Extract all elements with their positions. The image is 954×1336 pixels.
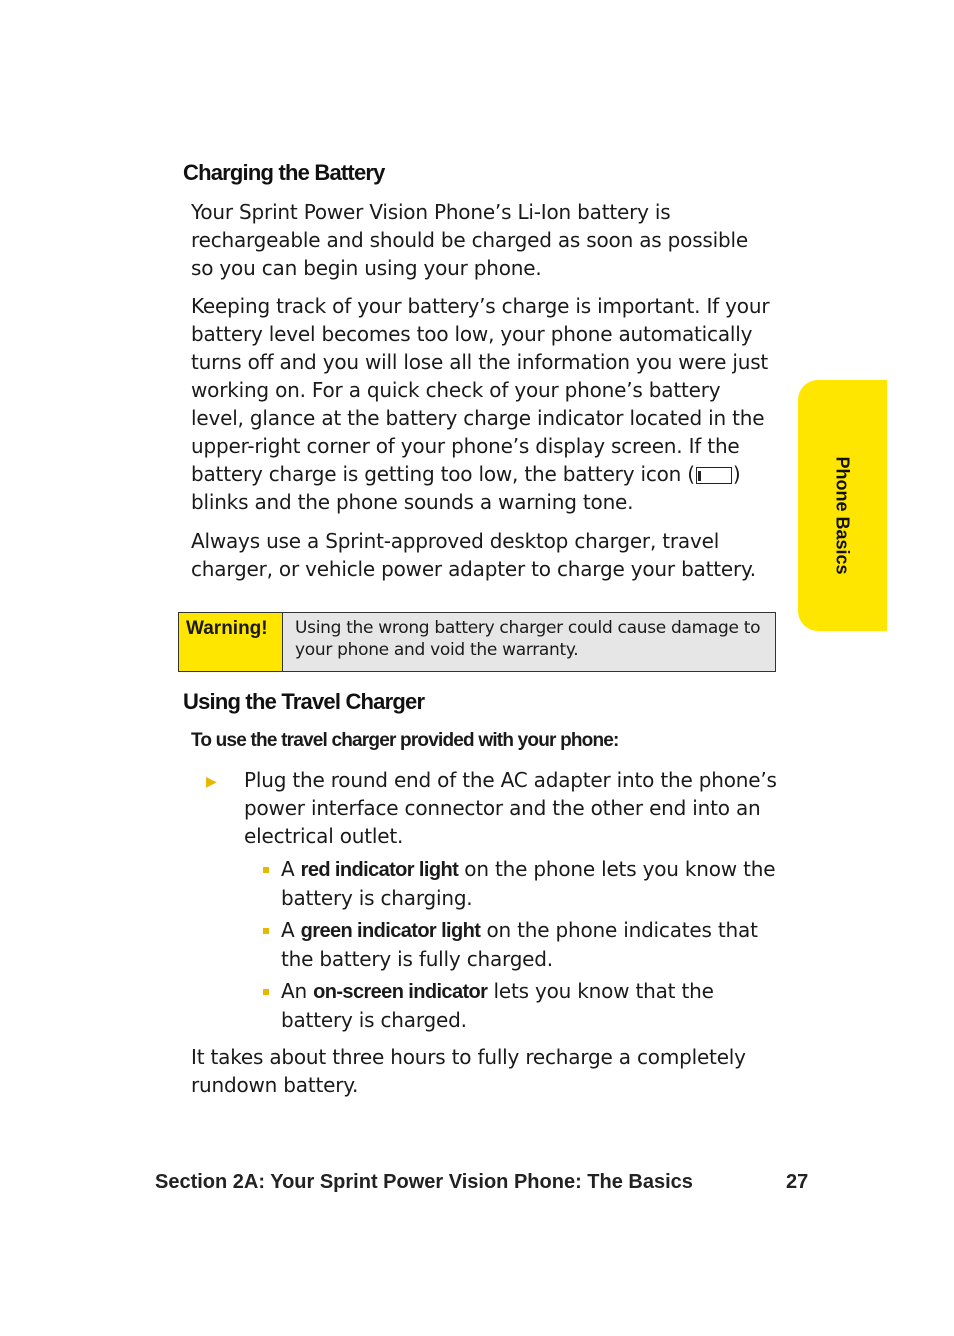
bullet-green-light	[281, 916, 786, 973]
heading-charging-battery: Charging the Battery	[183, 160, 385, 185]
procedure-subheading: To use the travel charger provided with your phone:	[191, 730, 619, 751]
square-bullet-icon	[263, 928, 269, 934]
bullet-onscreen-pre: An	[281, 979, 314, 1003]
bullet-red-light-post: on the phone lets you know the battery is charging.	[281, 857, 776, 910]
paragraph-battery-tracking-text-a: Keeping track of your battery’s charge is important. If your battery level becomes too low, your phone automatically turns off and you will lose all the information you were just working on. For a quick check of your phone’s battery level, glance at the battery charge indicator located in the upper-right corner of your phone’s display screen. If the battery charge is getting too low, the battery icon (	[191, 294, 770, 486]
paragraph-battery-tracking	[191, 292, 775, 516]
triangle-right-icon: ▶	[206, 774, 217, 790]
bullet-green-light-bold: green indicator light	[300, 920, 481, 942]
paragraph-charger-advice: Always use a Sprint-approved desktop charger, travel charger, or vehicle power adapter to charge your battery.	[191, 529, 756, 581]
side-tab	[798, 380, 887, 631]
warning-box	[178, 612, 776, 672]
battery-low-icon	[696, 467, 732, 484]
paragraph-intro: Your Sprint Power Vision Phone’s Li-Ion battery is rechargeable and should be charged as soon as possible so you can begin using your phone.	[191, 200, 748, 280]
bullet-onscreen-post: lets you know that the battery is charged.	[281, 979, 714, 1032]
step-1: Plug the round end of the AC adapter into the phone’s power interface connector and the other end into an electrical outlet.	[244, 768, 777, 848]
bullet-onscreen-bold: on-screen indicator	[313, 981, 488, 1003]
footer-section-title: Section 2A: Your Sprint Power Vision Phone: The Basics	[155, 1171, 693, 1193]
bullet-green-light-post: on the phone indicates that the battery is fully charged.	[281, 918, 758, 971]
paragraph-recharge-time: It takes about three hours to fully recharge a completely rundown battery.	[191, 1045, 746, 1097]
square-bullet-icon	[263, 867, 269, 873]
heading-travel-charger: Using the Travel Charger	[183, 689, 425, 714]
warning-label: Warning!	[179, 613, 283, 671]
square-bullet-icon	[263, 989, 269, 995]
side-tab-label: Phone Basics	[832, 456, 853, 575]
bullet-red-light	[281, 855, 786, 912]
warning-text: Using the wrong battery charger could cause damage to your phone and void the warranty.	[283, 613, 775, 671]
paragraph-battery-tracking-text-b: ) blinks and the phone sounds a warning tone.	[191, 462, 741, 514]
page-number: 27	[786, 1171, 809, 1193]
bullet-green-light-pre: A	[281, 918, 301, 942]
bullet-red-light-bold: red indicator light	[300, 859, 459, 881]
bullet-onscreen-indicator	[281, 977, 789, 1034]
bullet-red-light-pre: A	[281, 857, 301, 881]
